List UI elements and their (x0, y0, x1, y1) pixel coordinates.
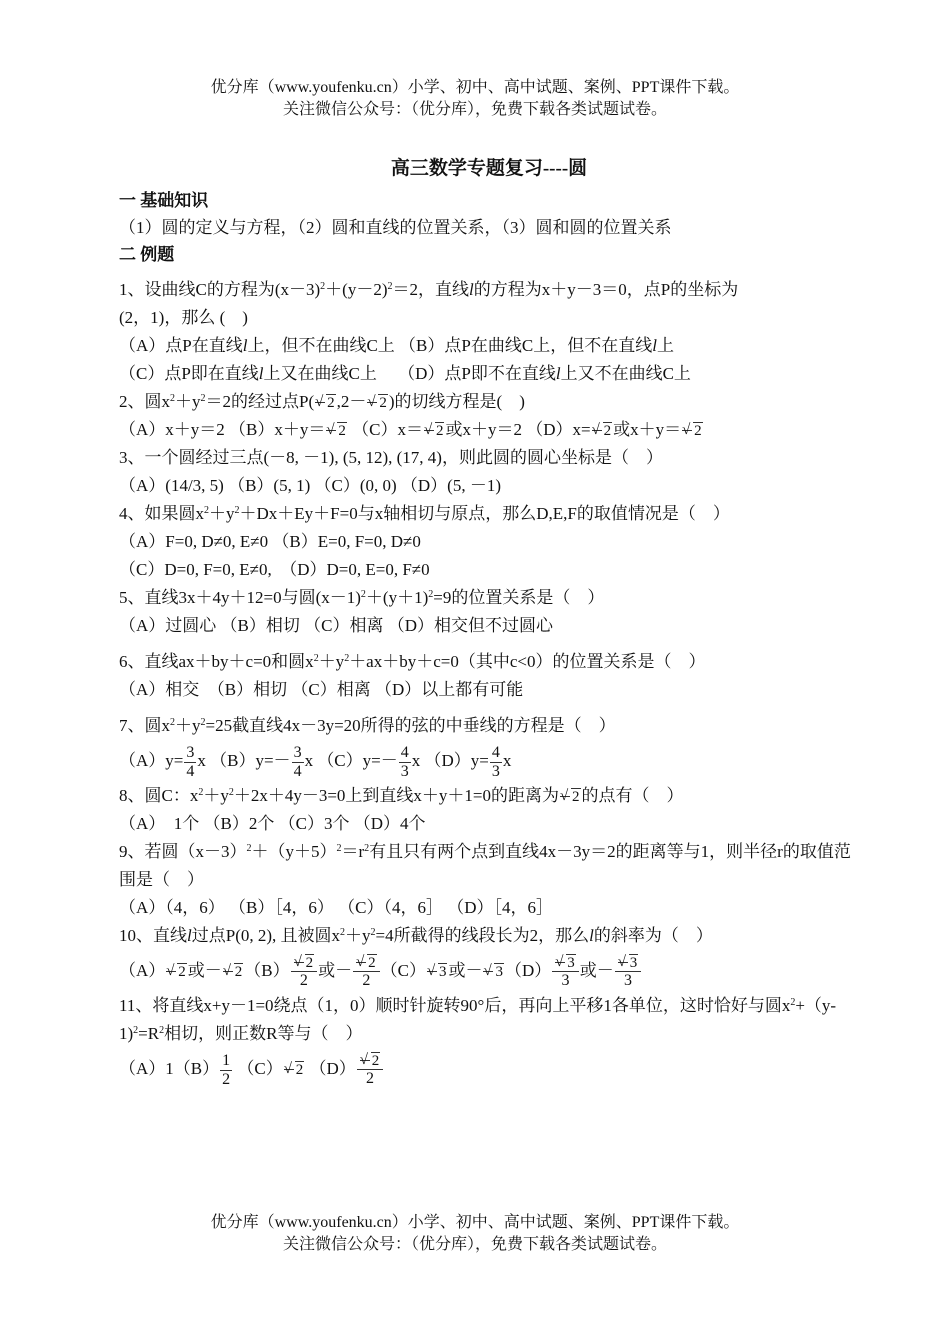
question-4-options-cd: （C）D=0, F=0, E≠0, （D）D=0, E=0, F≠0 (119, 560, 430, 579)
question-4-options-ab: （A）F=0, D≠0, E≠0 （B）E=0, F=0, D≠0 (119, 532, 421, 551)
fraction: $\frac{3}{4}$ (293, 743, 302, 780)
sqrt-icon: 2 √ (326, 422, 347, 439)
footer-line-1: 优分库（www.youfenku.cn）小学、初中、高中试题、案例、PPT课件下载。 (210, 1214, 740, 1231)
question-8-options: （A） 1个 （B）2个 （C）3个 （D）4个 (119, 814, 426, 833)
question-11-stem: 11、将直线x+y－1=0绕点（1，0）顺时针旋转90°后，再向上平移1各单位，这时恰好与圆$x^2+(y-1)^2=R^2$相切，则正数R等与（ ） (119, 996, 837, 1043)
question-1-options-cd: （C）点P即在直线l上又在曲线C上 （D）点P即不在直线l上又不在曲线C上 (119, 364, 691, 383)
fraction: $\frac{3}{4}$ (186, 743, 195, 780)
header (0, 77, 950, 121)
sqrt-icon: 2 √ (315, 394, 336, 411)
question-5-options: （A）过圆心 （B）相切 （C）相离 （D）相交但不过圆心 (119, 616, 553, 635)
fraction: $\frac{2 √}{2}$ (353, 954, 380, 990)
fraction: $\frac{3 √}{3}$ (552, 954, 579, 990)
question-7-options: （A）y= $\frac{3}{4}$ x （B）y=－ $\frac{3}{4}$ x （C）y=－ $\frac{4}{3}$ x （D）y= $\frac{4}{3}$ x (119, 743, 512, 780)
question-4-stem: 4、如果圆$x^2+y^2+Dx+Ey+F=0$与x轴相切与原点，那么D,E,F的取值情况是（ ） (119, 504, 730, 523)
sqrt-icon: 2 √ (682, 422, 703, 439)
question-2-options: （A）x＋y＝2 （B）x＋y＝ 2 √ （C）x＝ 2 √ 或x＋y＝2 （D）x= 2 √ 或x＋y＝ 2 √ (119, 416, 859, 444)
footer (0, 1212, 950, 1256)
sqrt-icon: 2 √ (592, 422, 613, 439)
question-11-options: （A）1（B） $\frac{1}{2}$ （C） 2 √ （D） $\frac{2 √}{2}$ (119, 1048, 859, 1090)
question-7-stem: 7、圆$x^2+y^2=25$截直线4x－3y=20所得的弦的中垂线的方程是（ ） (119, 716, 616, 735)
header-line-1: 优分库（www.youfenku.cn）小学、初中、高中试题、案例、PPT课件下载。 (210, 79, 740, 96)
page-title: 高三数学专题复习----圆 (390, 158, 588, 179)
question-8-stem: 8、圆C：$x^2+y^2+2x+4y-3=0$上到直线x＋y＋1=0的距离为 2 √ 的点有（ ） (119, 782, 859, 810)
sqrt-icon: 3 √ (483, 963, 504, 980)
question-10-options: （A） 2 √ 或－ 2 √ （B） $\frac{2 √}{2}$ 或－ $\frac{2 √}{2}$ （C） 3 √ 或－ 3 √ （D） $\frac{3 √}{3}$ 或－ $\frac{3 √}{3}$ (119, 950, 859, 992)
fraction: $\frac{2 √}{2}$ (357, 1052, 384, 1088)
section-basics-text: （1）圆的定义与方程，（2）圆和直线的位置关系，（3）圆和圆的位置关系 (119, 218, 672, 237)
question-1-options-ab: （A）点P在直线l上，但不在曲线C上 （B）点P在曲线C上，但不在直线l上 (119, 336, 674, 355)
fraction: $\frac{3 √}{3}$ (615, 954, 642, 990)
question-6-stem: 6、直线ax＋by＋c=0和圆$x^2+y^2+ax+by+c=0$（其中c<0）的位置关系是（ ） (119, 652, 706, 671)
fraction: $\frac{1}{2}$ (222, 1051, 231, 1088)
sqrt-icon: 2 √ (560, 788, 581, 805)
question-9-stem: 9、若圆$(x-3)^2+(y+5)^2=r^2$有且只有两个点到直线4x－3y＝2的距离等与1，则半径r的取值范围是（ ） (119, 842, 851, 889)
question-2-stem: 2、圆$x^2+y^2=2$的经过点P( 2 √ ,2－ 2 √ )的切线方程是( ) (119, 388, 859, 416)
section-basics-heading: 一 基础知识 (119, 191, 209, 210)
sqrt-icon: 2 √ (284, 1061, 305, 1078)
question-6-options: （A）相交 （B）相切 （C）相离 （D）以上都有可能 (119, 680, 524, 699)
question-1-stem-cont: (2，1)，那么 ( ) (119, 308, 248, 327)
document-body (119, 153, 859, 1090)
sqrt-icon: 2 √ (223, 963, 244, 980)
sqrt-icon: 2 √ (166, 963, 187, 980)
sqrt-icon: 2 √ (424, 422, 445, 439)
fraction: $\frac{4}{3}$ (400, 743, 409, 780)
question-9-options: （A）（4，6） （B）［4，6） （C）（4，6］ （D）［4，6］ (119, 898, 553, 917)
fraction: $\frac{4}{3}$ (491, 743, 500, 780)
question-3-stem: 3、一个圆经过三点(－8, －1), (5, 12), (17, 4)，则此圆的圆心坐标是（ ） (119, 448, 663, 467)
header-line-2: 关注微信公众号：（优分库），免费下载各类试题试卷。 (282, 101, 667, 118)
question-1-stem: 1、设曲线C的方程为$(x-3)^2+(y-2)^2=2$，直线l的方程为x＋y－3＝0，点P的坐标为 (119, 280, 739, 299)
question-5-stem: 5、直线3x＋4y＋12=0与圆$(x-1)^2+(y+1)^2=9$的位置关系是（ ） (119, 588, 605, 607)
sqrt-icon: 3 √ (427, 963, 448, 980)
footer-line-2: 关注微信公众号：（优分库），免费下载各类试题试卷。 (282, 1236, 667, 1253)
fraction: $\frac{2 √}{2}$ (291, 954, 318, 990)
question-10-stem: 10、直线l过点P(0, 2), 且被圆$x^2+y^2=4$所截得的线段长为2，那么l的斜率为（ ） (119, 926, 713, 945)
section-examples-heading: 二 例题 (119, 245, 175, 264)
sqrt-icon: 2 √ (367, 394, 388, 411)
question-3-options: （A）(14/3, 5) （B）(5, 1) （C）(0, 0) （D）(5, －1) (119, 476, 501, 495)
